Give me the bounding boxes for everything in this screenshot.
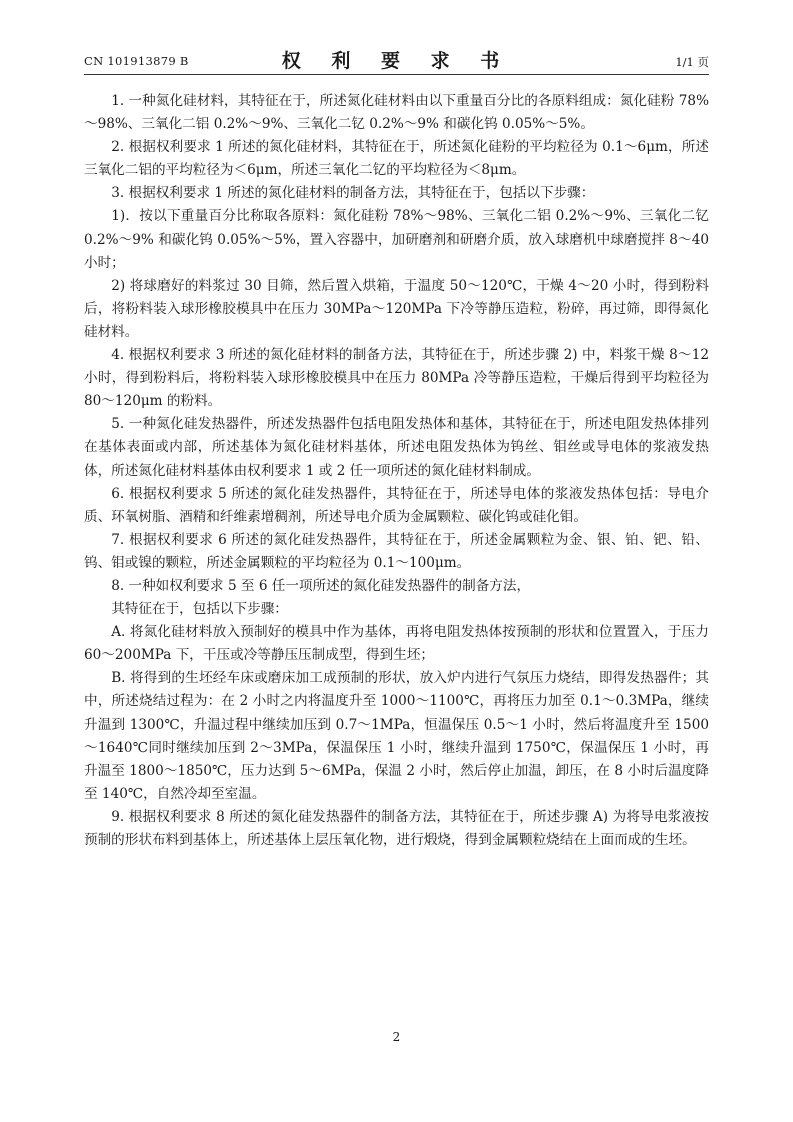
claim-paragraph: 9. 根据权利要求 8 所述的氮化硅发热器件的制备方法，其特征在于，所述步骤 A) 为将导电浆液按预制的形状布料到基体上，所述基体上层压氧化物，进行煅烧，得到金属颗粒烧结在上面而成的生坯。: [84, 808, 709, 848]
claim-paragraph: 6. 根据权利要求 5 所述的氮化硅发热器件，其特征在于，所述导电体的浆液发热体包括：导电介质、环氧树脂、酒精和纤维素增稠剂，所述导电介质为金属颗粒、碳化钨或硅化钼。: [84, 485, 709, 525]
claim-paragraph: 1)．按以下重量百分比称取各原料：氮化硅粉 78%～98%、三氧化二铝 0.2%～9%、三氧化二钇 0.2%～9% 和碳化钨 0.05%～5%，置入容器中，加研磨剂和研磨介质，放入球磨机中球磨搅拌 8～40 小时；: [84, 208, 709, 271]
claim-paragraph: 2. 根据权利要求 1 所述的氮化硅材料，其特征在于，所述氮化硅粉的平均粒径为 0.1～6μm，所述三氧化二铝的平均粒径为＜6μm，所述三氧化二钇的平均粒径为＜8μm。: [84, 139, 709, 179]
claim-paragraph: A. 将氮化硅材料放入预制好的模具中作为基体，再将电阻发热体按预制的形状和位置置入，于压力 60～200MPa 下，干压或冷等静压压制成型，得到生坯；: [84, 624, 709, 664]
claim-paragraph: 3. 根据权利要求 1 所述的氮化硅材料的制备方法，其特征在于，包括以下步骤：: [111, 185, 595, 202]
claim-paragraph: 5. 一种氮化硅发热器件，所述发热器件包括电阻发热体和基体，其特征在于，所述电阻发热体排列在基体表面或内部，所述基体为氮化硅材料基体，所述电阻发热体为钨丝、钼丝或导电体的浆液发热体，所述氮化硅材料基体由权利要求 1 或 2 任一项所述的氮化硅材料制成。: [84, 416, 709, 479]
claim-paragraph: 1. 一种氮化硅材料，其特征在于，所述氮化硅材料由以下重量百分比的各原料组成：氮化硅粉 78%～98%、三氧化二铝 0.2%～9%、三氧化二钇 0.2%～9% 和碳化钨 0.05%～5%。: [84, 93, 709, 133]
claim-paragraph: 4. 根据权利要求 3 所述的氮化硅材料的制备方法，其特征在于，所述步骤 2) 中，料浆干燥 8～12 小时，得到粉料后，将粉料装入球形橡胶模具中在压力 80MPa 冷等静压造粒，干燥后得到平均粒径为 80～120μm 的粉料。: [84, 347, 709, 410]
claim-paragraph: 2) 将球磨好的料浆过 30 目筛，然后置入烘箱，于温度 50～120℃，干燥 4～20 小时，得到粉料后，将粉料装入球形橡胶模具中在压力 30MPa～120MPa 下冷等静压造粒，粉碎，再过筛，即得氮化硅材料。: [84, 277, 709, 340]
claim-paragraph: B. 将得到的生坯经车床或磨床加工成预制的形状，放入炉内进行气氛压力烧结，即得发热器件；其中，所述烧结过程为：在 2 小时之内将温度升至 1000～1100℃，再将压力加至 0.1～0.3MPa，继续升温到 1300℃，升温过程中继续加压到 0.7～1MPa，恒温保压 0.5～1 小时，然后将温度升至 1500～1640℃同时继续加压到 2～3MPa，保温保压 1 小时，继续升温到 1750℃，保温保压 1 小时，再升温至 1800～1850℃，压力达到 5～6MPa，保温 2 小时，然后停止加温，卸压，在 8 小时后温度降至 140℃，自然冷却至室温。: [84, 670, 709, 802]
patent-number: CN 101913879 B: [84, 54, 189, 68]
document-title: 权 利 要 求 书: [281, 50, 512, 72]
claim-paragraph: 8. 一种如权利要求 5 至 6 任一项所述的氮化硅发热器件的制备方法，: [111, 577, 531, 594]
page-number: 2: [392, 1030, 401, 1044]
claim-paragraph: 其特征在于，包括以下步骤：: [111, 601, 288, 618]
claims-body: [84, 90, 709, 852]
page-indicator: 1/1 页: [675, 55, 709, 69]
header-divider: [84, 74, 709, 75]
page-header: [84, 46, 709, 76]
claim-paragraph: 7. 根据权利要求 6 所述的氮化硅发热器件，其特征在于，所述金属颗粒为金、银、铂、钯、铅、钨、钼或镍的颗粒，所述金属颗粒的平均粒径为 0.1～100μm。: [84, 531, 709, 571]
